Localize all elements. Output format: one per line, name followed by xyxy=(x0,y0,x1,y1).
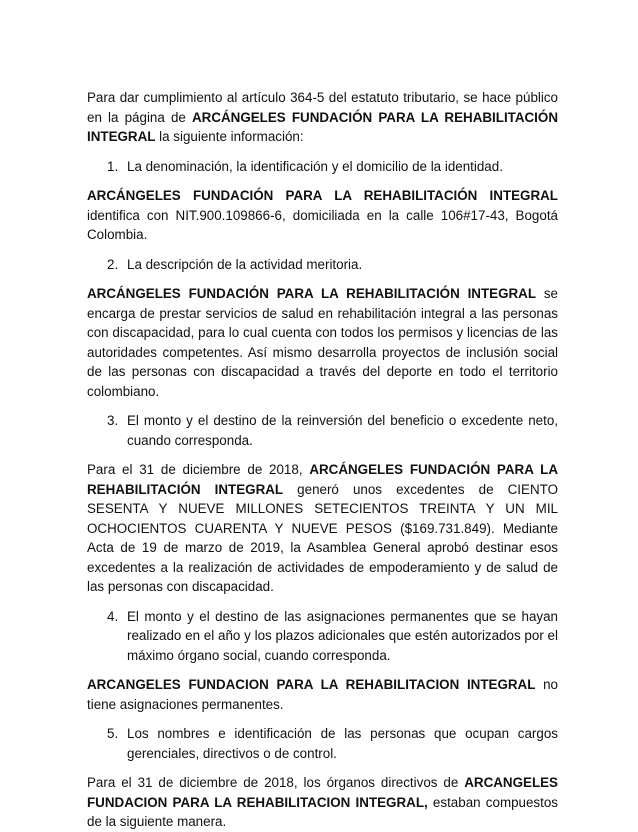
intro-paragraph xyxy=(87,88,558,147)
list-text: La denominación, la identificación y el domicilio de la identidad. xyxy=(127,158,503,174)
paragraph-text-end: generó unos excedentes de CIENTO SESENTA Y NUEVE MILLONES SETECIENTOS TREINTA Y UN MIL OCHOCIENTOS CUARENTA Y NUEVE PESOS ($169.731.849). Mediante Acta de 19 de marzo de 2019, la Asamblea General aprobó destinar esos excedentes a la realización de actividades de empoderamiento y de salud de las personas con discapacidad. xyxy=(87,481,558,594)
paragraph-identification xyxy=(87,186,558,245)
list-number: 1. xyxy=(107,158,119,174)
foundation-name: ARCÁNGELES FUNDACIÓN PARA LA REHABILITACIÓN INTEGRAL xyxy=(87,109,558,144)
paragraph-directors xyxy=(87,773,558,832)
list-text: El monto y el destino de la reinversión del beneficio o excedente neto, cuando corresponda. xyxy=(127,413,558,448)
paragraph-allocations xyxy=(87,675,558,714)
list-text: El monto y el destino de las asignaciones permanentes que se hayan realizado en el año y los plazos adicionales que estén autorizados por el máximo órgano social, cuando corresponda. xyxy=(127,608,558,663)
intro-text: Para dar cumplimiento al artículo 364-5 del estatuto tributario, se hace público en la página de xyxy=(87,90,558,125)
paragraph-reinvestment xyxy=(87,460,558,597)
list-number: 2. xyxy=(107,256,119,272)
paragraph-text: no tiene asignaciones permanentes. xyxy=(87,677,558,712)
paragraph-text: Para el 31 de diciembre de 2018, los órganos directivos de xyxy=(87,775,465,790)
list-number: 4. xyxy=(107,608,119,624)
foundation-name: ARCÁNGELES FUNDACIÓN PARA LA REHABILITACIÓN INTEGRAL xyxy=(87,462,558,497)
foundation-name: ARCÁNGELES FUNDACIÓN PARA LA REHABILITACIÓN INTEGRAL xyxy=(87,286,537,301)
foundation-name: ARCANGELES FUNDACION PARA LA REHABILITACION INTEGRAL, xyxy=(87,775,558,810)
paragraph-activity xyxy=(87,284,558,401)
list-text: La descripción de la actividad meritoria. xyxy=(127,256,363,272)
list-number: 5. xyxy=(107,726,119,741)
list-item-4 xyxy=(87,607,558,666)
list-item-2 xyxy=(87,255,558,275)
intro-text-end: la siguiente información: xyxy=(155,129,304,144)
paragraph-text: se encarga de prestar servicios de salud en rehabilitación integral a las personas con discapacidad, para lo cual cuenta con todos los permisos y licencias de las autoridades competentes. Así mismo desarrolla proyectos de inclusión social de las personas con discapacidad a través del deporte en todo el territorio colombiano. xyxy=(87,286,558,399)
paragraph-text-end: estaban compuestos de la siguiente manera. xyxy=(87,794,558,829)
list-item-5 xyxy=(87,724,558,763)
list-number: 3. xyxy=(107,413,119,428)
list-item-1 xyxy=(87,157,558,177)
list-item-3 xyxy=(87,411,558,450)
paragraph-text: identifica con NIT.900.109866-6, domiciliada en la calle 106#17-43, Bogotá Colombia. xyxy=(87,207,558,242)
foundation-name: ARCANGELES FUNDACION PARA LA REHABILITACION INTEGRAL xyxy=(87,677,536,692)
paragraph-text: Para el 31 de diciembre de 2018, xyxy=(87,462,310,477)
list-text: Los nombres e identificación de las personas que ocupan cargos gerenciales, directivos o de control. xyxy=(127,726,558,761)
foundation-name: ARCÁNGELES FUNDACIÓN PARA LA REHABILITACIÓN INTEGRAL xyxy=(87,188,558,203)
